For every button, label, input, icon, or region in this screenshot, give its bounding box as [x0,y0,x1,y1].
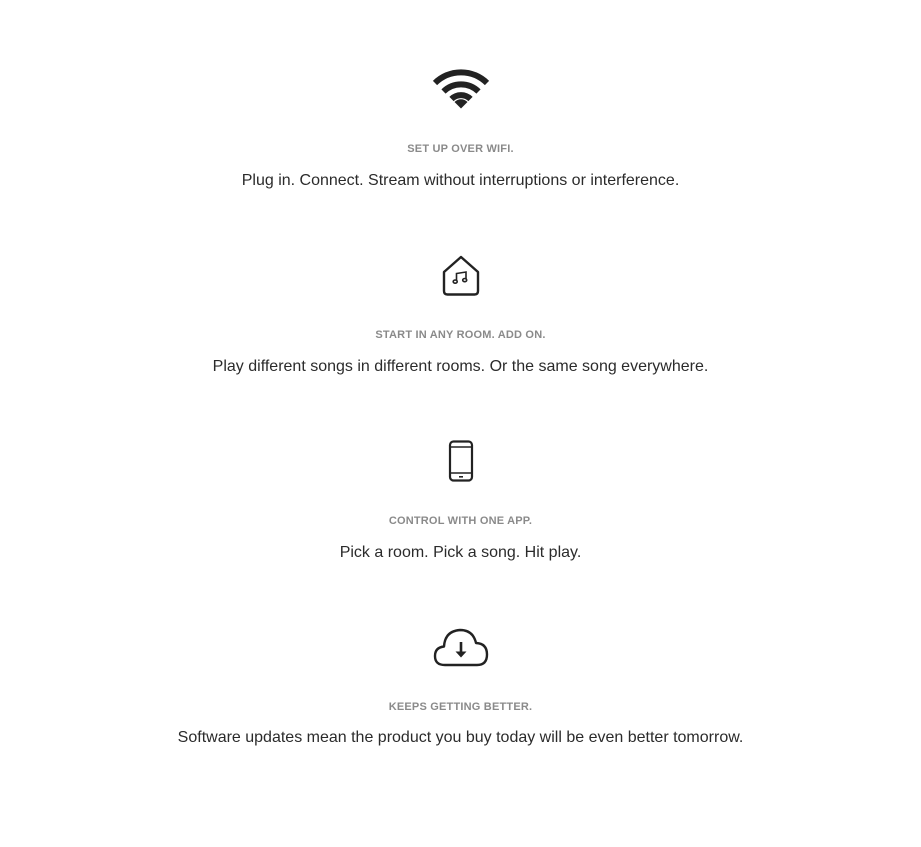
house-music-icon [0,255,921,297]
feature-heading: START IN ANY ROOM. ADD ON. [375,329,546,341]
feature-description: Pick a room. Pick a song. Hit play. [339,544,582,561]
feature-heading: KEEPS GETTING BETTER. [388,701,533,713]
smartphone-icon [0,440,921,482]
feature-description: Play different songs in different rooms. Or the same song everywhere. [212,358,709,375]
feature-heading: CONTROL WITH ONE APP. [388,515,533,527]
feature-description: Plug in. Connect. Stream without interruptions or interference. [241,172,680,189]
feature-heading: SET UP OVER WIFI. [407,143,514,155]
cloud-download-icon [0,625,921,669]
feature-description: Software updates mean the product you buy today will be even better tomorrow. [177,729,744,746]
wifi-icon [0,68,921,110]
